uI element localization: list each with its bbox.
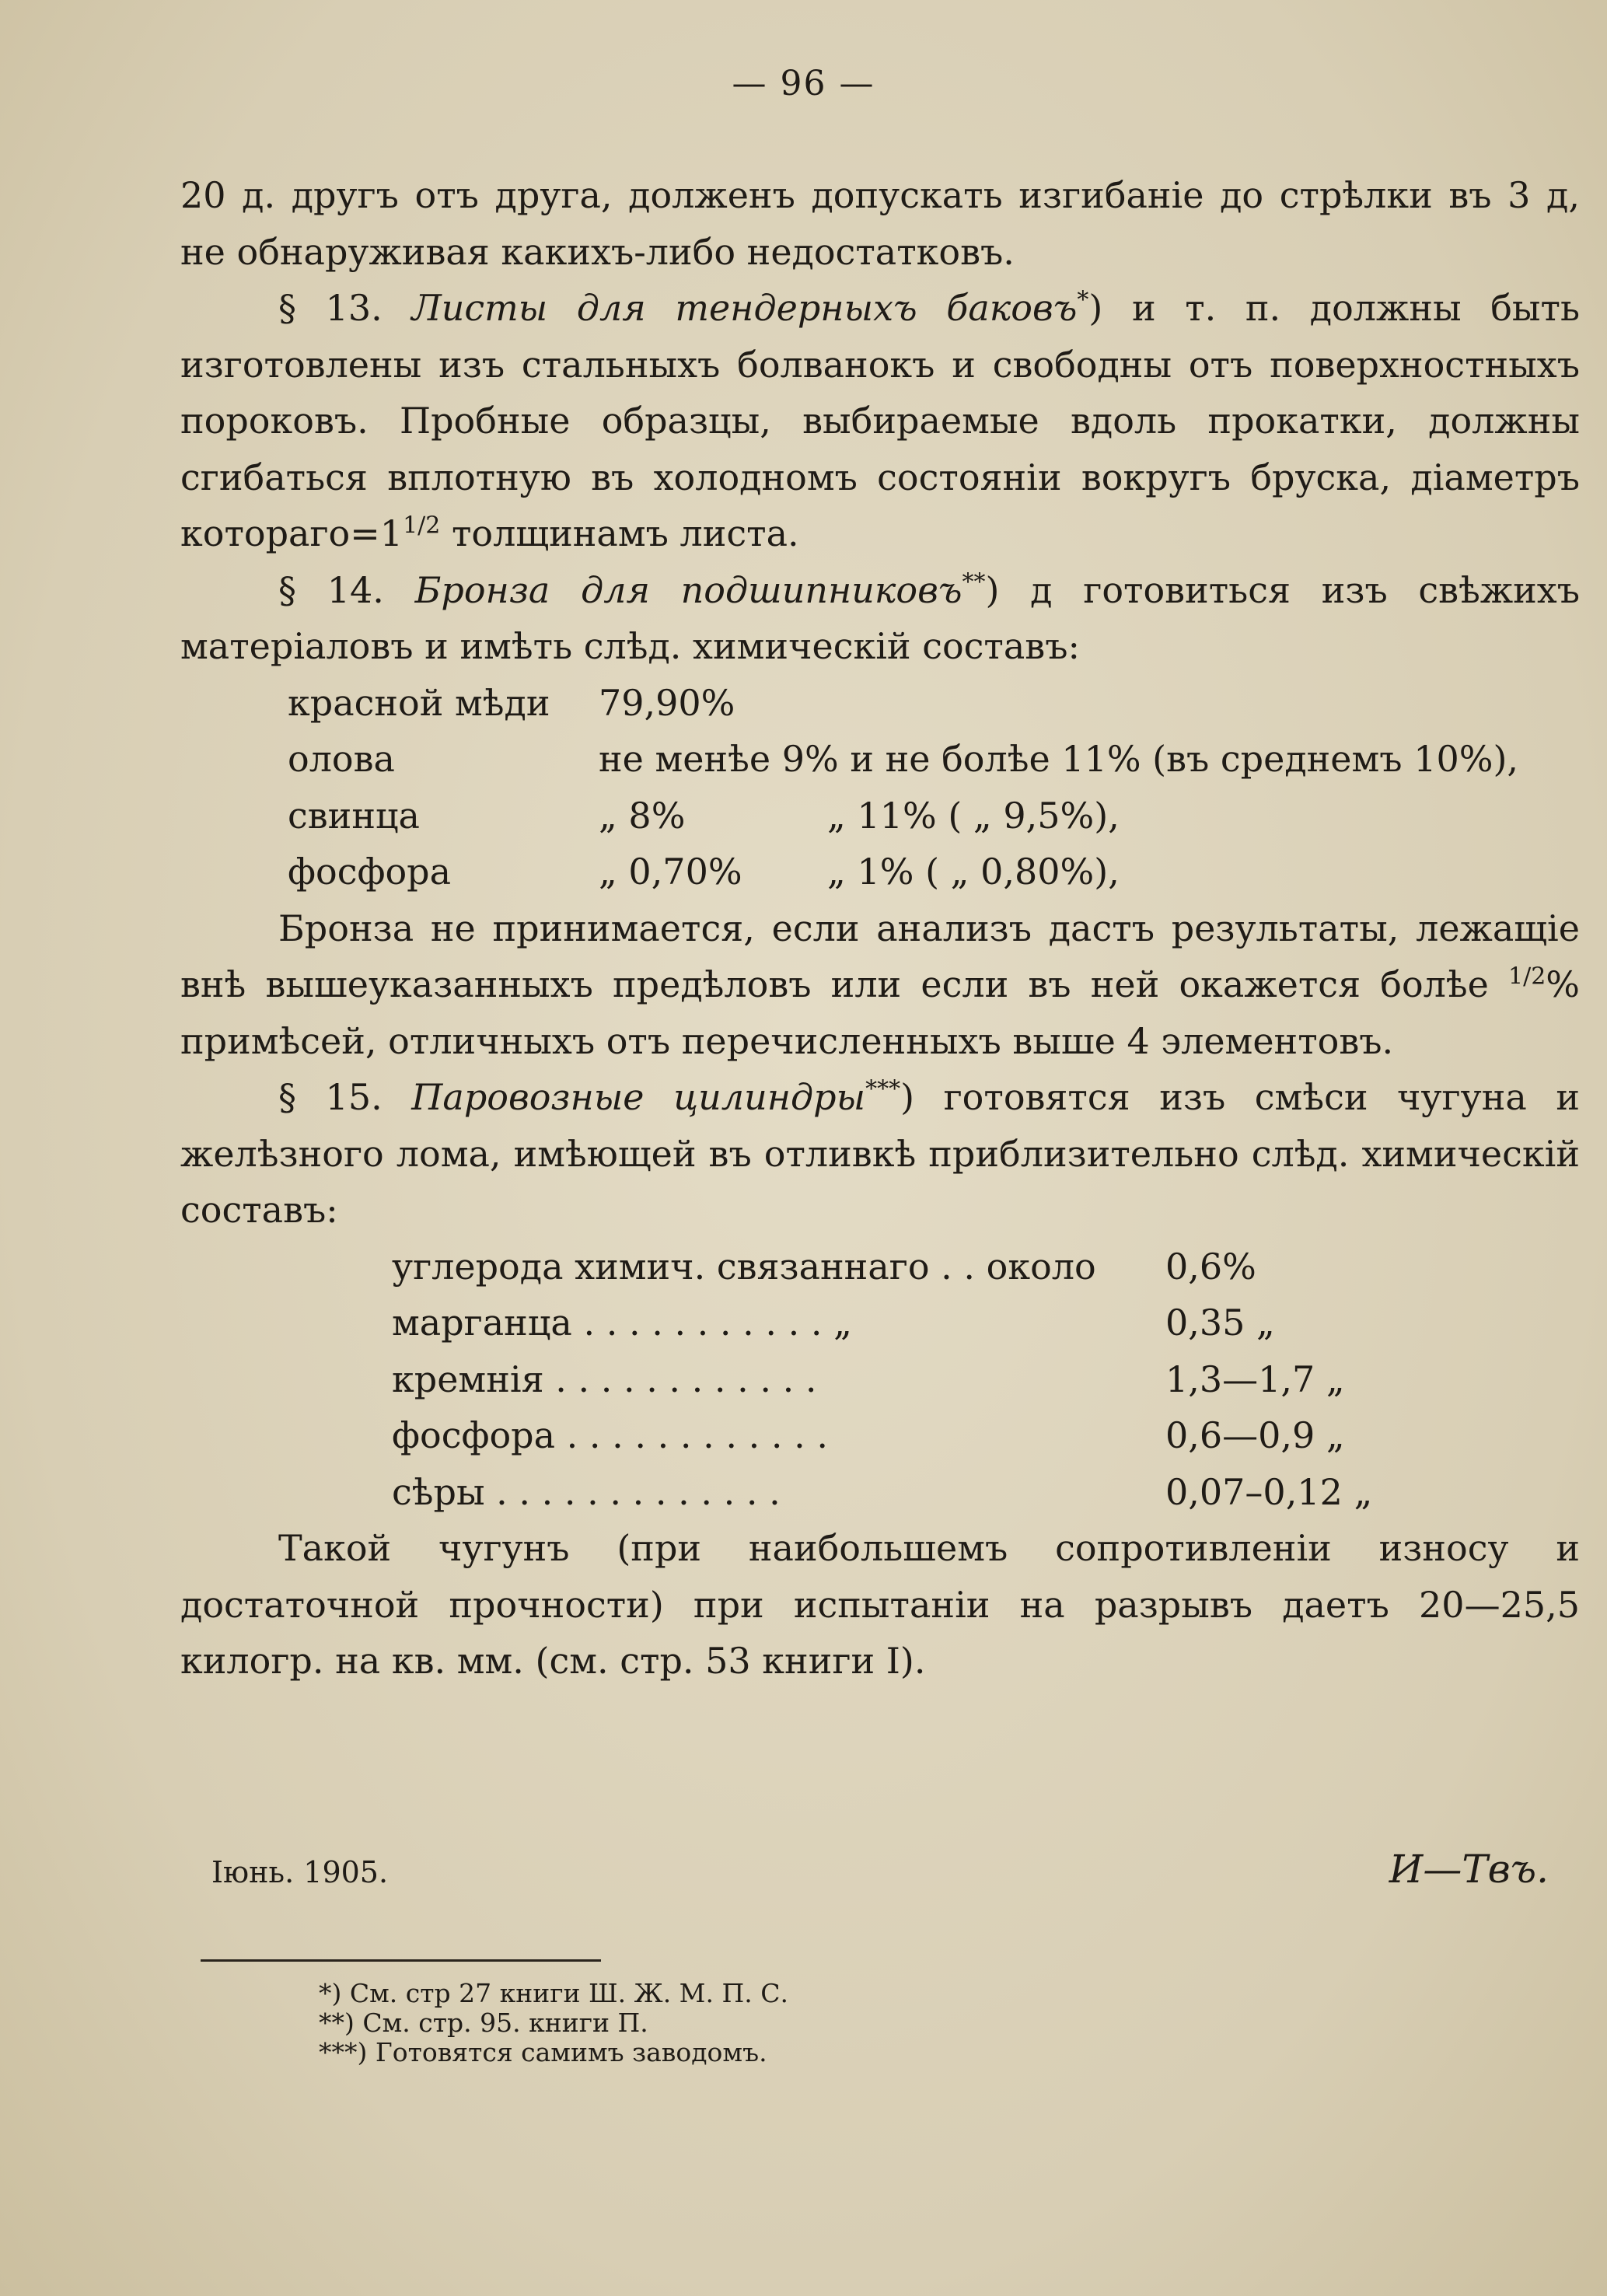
iron-row [392,1295,1383,1351]
bronze-row [288,788,1580,844]
section-13-text: ) и т. п. должны быть изготовлены изъ стальныхъ болванокъ и свободны отъ поверхностныхъ пороковъ. Пробные образцы, выбираемые вдоль прокатки, должны сгибаться вплотную въ холодномъ состояніи вокругъ бруска, діаметръ котораго=1 [180,287,1580,554]
bronze-value-b [827,844,1580,900]
section-15-title: Паровозные цилиндры [411,1076,866,1118]
section-13-end: толщинамъ листа. [440,512,799,554]
fraction-one-half: 1/2 [1508,963,1546,991]
page-number: — 96 — [732,64,875,103]
fraction-one-half: 1/2 [403,512,441,540]
bronze-element: олова [288,738,395,780]
footnote-mark-1: * [1077,286,1089,314]
footnote-2: **) См. стр. 95. книги П. [319,2008,648,2038]
footnote-1: *) См. стр 27 книги Ш. Ж. М. П. С. [319,1978,788,2008]
bronze-rejection-a: Бронза не принимается, если анализъ дастъ результаты, лежащіе внѣ вышеуказанныхъ предѣловъ или если въ ней окажется болѣе [180,907,1580,1005]
bronze-element: свинца [288,794,420,837]
bronze-rejection-b: % примѣсей, отличныхъ отъ перечисленныхъ выше 4 элементовъ. [180,963,1580,1062]
signature-row [211,1847,1549,1892]
date: Іюнь. 1905. [211,1855,389,1889]
bronze-c: ( „ 9,5%), [948,794,1120,837]
cast-iron-composition-table [392,1239,1383,1521]
bronze-element: фосфора [288,851,452,893]
iron-element: кремнія . . . . . . . . . . . . [392,1358,817,1400]
footnote-3: ***) Готовятся самимъ заводомъ. [319,2037,767,2067]
iron-row [392,1464,1383,1521]
body-text [180,167,1580,1690]
iron-row [392,1351,1383,1408]
bronze-value-a: не менѣе 9% и не болѣе 11% (въ среднемъ 10%), [598,738,1519,780]
section-15-number: § 15. [278,1076,412,1118]
iron-row [392,1239,1383,1295]
iron-value: 1,3—1,7 „ [1165,1358,1345,1400]
bronze-b: „ 1% [827,851,914,893]
bronze-value-a: 79,90% [598,681,735,724]
bronze-value-a: „ 8% [598,794,686,837]
iron-row [392,1407,1383,1464]
section-14-text: ) д готовиться изъ свѣжихъ матеріаловъ и имѣть слѣд. химическій составъ: [180,568,1581,667]
bronze-c: ( „ 0,80%), [925,851,1120,893]
bronze-row [288,675,1580,732]
iron-value: 0,6—0,9 „ [1165,1414,1345,1456]
section-15 [180,1069,1580,1239]
bronze-value-b [827,675,1580,732]
iron-element: марганца . . . . . . . . . . . „ [392,1302,852,1344]
bronze-composition-table [288,675,1580,900]
section-14-number: § 14. [278,568,415,611]
iron-value: 0,07–0,12 „ [1165,1470,1373,1513]
iron-element: углерода химич. связаннаго . . около [392,1245,1096,1288]
iron-value: 0,35 „ [1165,1302,1275,1344]
bronze-element: красной мѣди [288,681,550,724]
bronze-b: „ 11% [827,794,937,837]
paragraph-continuation: 20 д. другъ отъ друга, долженъ допускать изгибаніе до стрѣлки въ 3 д, не обнаруживая какихъ-либо недостатковъ. [180,174,1580,273]
bronze-rejection-paragraph [180,900,1580,1070]
footnote-mark-2: ** [962,568,986,596]
bronze-value-b [827,788,1580,844]
bronze-value-a: „ 0,70% [598,851,742,893]
iron-value: 0,6% [1165,1245,1256,1288]
iron-element: фосфора . . . . . . . . . . . . [392,1414,828,1456]
section-13 [180,280,1580,562]
cast-iron-strength-paragraph: Такой чугунъ (при наибольшемъ сопротивленіи износу и достаточной прочности) при испытаніи на разрывъ даетъ 20—25,5 килогр. на кв. мм. (см. стр. 53 книги I). [180,1527,1580,1682]
author-signature: И—Твъ. [1389,1847,1549,1892]
bronze-row [288,731,1580,788]
section-14 [180,562,1580,675]
footnote-divider [201,1959,601,1962]
section-13-number: § 13. [278,287,412,329]
section-15-text: ) готовятся изъ смѣси чугуна и желѣзного лома, имѣющей въ отливкѣ приблизительно слѣд. химическій составъ: [180,1076,1581,1231]
bronze-row [288,844,1580,900]
section-13-title: Листы для тендерныхъ баковъ [411,287,1078,329]
iron-element: сѣры . . . . . . . . . . . . . [392,1470,781,1513]
footnotes [319,1979,1485,2067]
section-14-title: Бронза для подшипниковъ [414,568,962,611]
footnote-mark-3: *** [865,1075,901,1103]
